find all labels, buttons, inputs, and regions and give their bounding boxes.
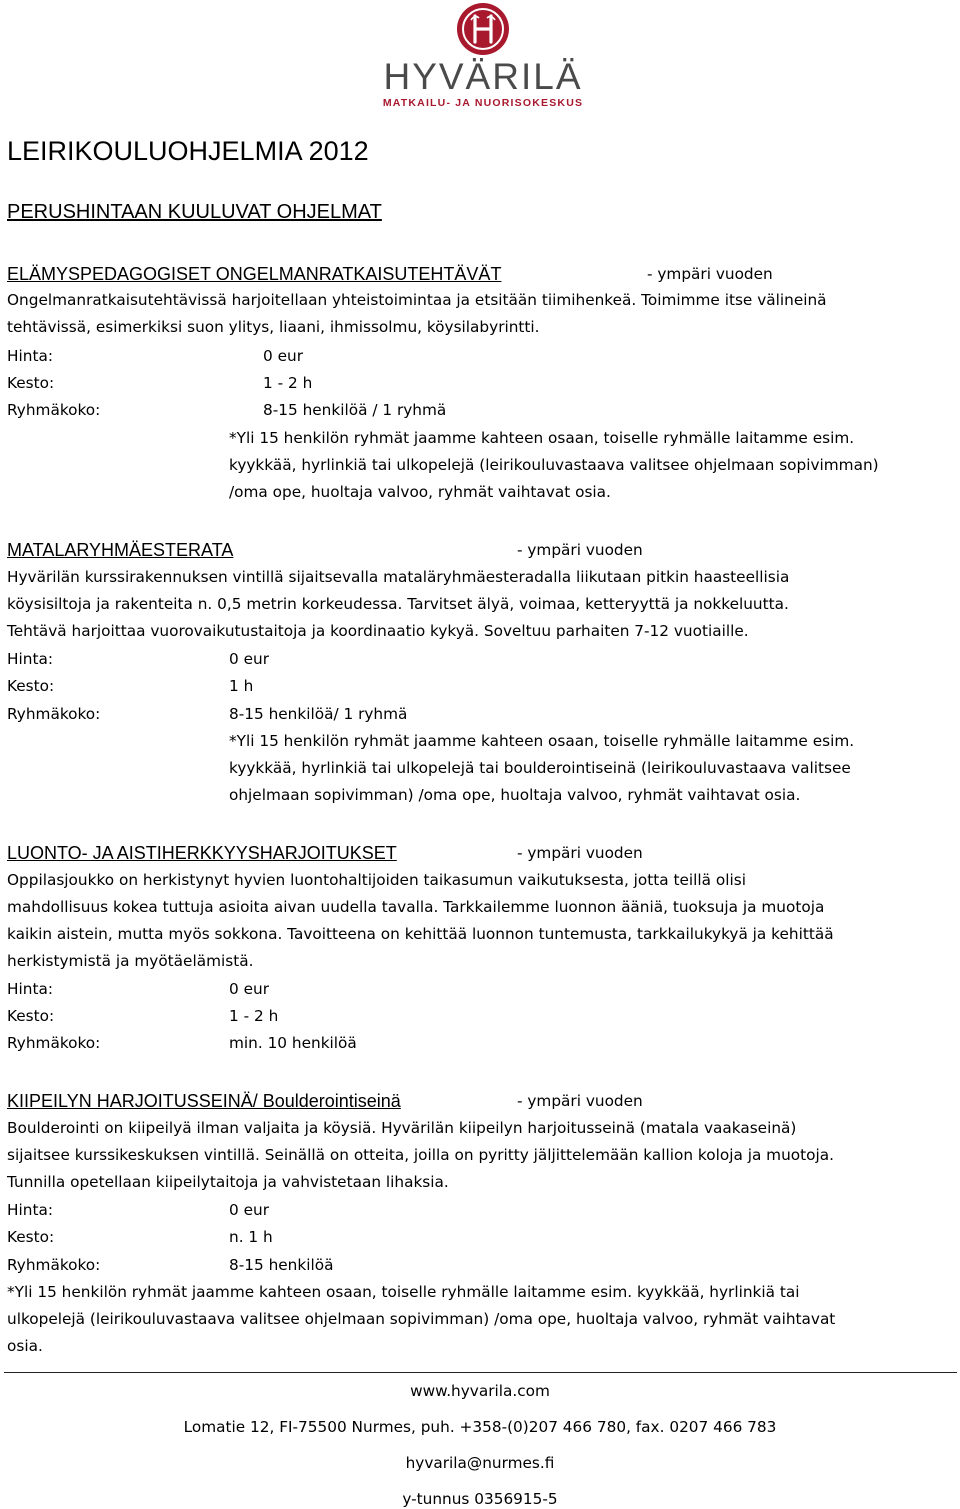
- price-value: 0 eur: [263, 347, 303, 365]
- price-label: Hinta:: [7, 650, 53, 668]
- group-size-label: Ryhmäkoko:: [7, 705, 101, 723]
- section-text-line: mahdollisuus kokea tuttuja asioita aivan uudella tavalla. Tarkkailemme luonnon ääniä, tuoksuja ja muotoja: [7, 898, 825, 916]
- duration-label: Kesto:: [7, 1228, 55, 1246]
- section-season: - ympäri vuoden: [647, 265, 773, 283]
- note-line: kyykkää, hyrlinkiä tai ulkopelejä tai boulderointiseinä (leirikouluvastaava valitsee: [229, 759, 851, 777]
- price-label: Hinta:: [7, 980, 53, 998]
- group-size-value: 8-15 henkilöä/ 1 ryhmä: [229, 705, 408, 723]
- section-text-line: Tunnilla opetellaan kiipeilytaitoja ja vahvistetaan lihaksia.: [7, 1173, 449, 1191]
- group-size-label: Ryhmäkoko:: [7, 1034, 101, 1052]
- section-text-line: Oppilasjoukko on herkistynyt hyvien luontohaltijoiden taikasumun vaikutuksesta, jotta teillä olisi: [7, 871, 747, 889]
- section-text-line: Tehtävä harjoittaa vuorovaikutustaitoja ja koordinaatio kykyä. Soveltuu parhaiten 7-12 vuotiaille.: [7, 622, 749, 640]
- duration-label: Kesto:: [7, 1007, 55, 1025]
- duration-value: 1 - 2 h: [229, 1007, 279, 1025]
- section-text-line: Boulderointi on kiipeilyä ilman valjaita ja köysiä. Hyvärilän kiipeilyn harjoitusseinä (matala vaakaseinä): [7, 1119, 797, 1137]
- note-line: *Yli 15 henkilön ryhmät jaamme kahteen osaan, toiselle ryhmälle laitamme esim.: [229, 732, 855, 750]
- section-text-line: herkistymistä ja myötäelämistä.: [7, 952, 254, 970]
- footer-divider: [4, 1372, 957, 1373]
- section-text-line: Hyvärilän kurssirakennuksen vintillä sijaitsevalla mataläryhmäesteradalla liikutaan pitkin haasteellisia: [7, 568, 790, 586]
- group-size-value: min. 10 henkilöä: [229, 1034, 357, 1052]
- section-text-line: sijaitsee kurssikeskuksen vintillä. Seinällä on otteita, joilla on pyritty jäljittelemään kallion koloja ja muotoja.: [7, 1146, 834, 1164]
- logo-tagline: MATKAILU- JA NUORISOKESKUS: [382, 97, 584, 109]
- hyvarila-emblem-icon: [456, 2, 510, 56]
- duration-value: n. 1 h: [229, 1228, 273, 1246]
- group-size-label: Ryhmäkoko:: [7, 1256, 101, 1274]
- price-label: Hinta:: [7, 347, 53, 365]
- section-text-line: tehtävissä, esimerkiksi suon ylitys, liaani, ihmissolmu, köysilabyrintti.: [7, 318, 540, 336]
- section-title-kiipeily: KIIPEILYN HARJOITUSSEINÄ/ Boulderointiseinä: [7, 1091, 401, 1111]
- section-title-luonto: LUONTO- JA AISTIHERKKYYSHARJOITUKSET: [7, 843, 397, 863]
- group-size-label: Ryhmäkoko:: [7, 401, 101, 419]
- duration-label: Kesto:: [7, 374, 55, 392]
- note-line: osia.: [7, 1337, 43, 1355]
- note-line: ulkopelejä (leirikouluvastaava valitsee ohjelmaan sopivimman) /oma ope, huoltaja valvoo, ryhmät vaihtavat: [7, 1310, 836, 1328]
- price-value: 0 eur: [229, 1201, 269, 1219]
- section-text-line: kaikin aistein, mutta myös sokkona. Tavoitteena on kehittää luonnon tuntemusta, tarkkailukykyä ja kehittää: [7, 925, 834, 943]
- group-size-value: 8-15 henkilöä: [229, 1256, 334, 1274]
- note-line: ohjelmaan sopivimman) /oma ope, huoltaja valvoo, ryhmät vaihtavat osia.: [229, 786, 801, 804]
- price-label: Hinta:: [7, 1201, 53, 1219]
- note-line: *Yli 15 henkilön ryhmät jaamme kahteen osaan, toiselle ryhmälle laitamme esim. kyykkää, hyrlinkiä tai: [7, 1283, 800, 1301]
- duration-value: 1 - 2 h: [263, 374, 313, 392]
- section-season: - ympäri vuoden: [517, 1092, 643, 1110]
- price-value: 0 eur: [229, 650, 269, 668]
- section-text-line: Ongelmanratkaisutehtävissä harjoitellaan yhteistoimintaa ja etsitään tiimihenkeä. Toimimme itse välineinä: [7, 291, 827, 309]
- note-line: *Yli 15 henkilön ryhmät jaamme kahteen osaan, toiselle ryhmälle laitamme esim.: [229, 429, 855, 447]
- duration-value: 1 h: [229, 677, 254, 695]
- footer-business-id: y-tunnus 0356915-5: [402, 1490, 558, 1508]
- duration-label: Kesto:: [7, 677, 55, 695]
- section-season: - ympäri vuoden: [517, 541, 643, 559]
- section-title-elamyspedagogiset: ELÄMYSPEDAGOGISET ONGELMANRATKAISUTEHTÄVÄT: [7, 264, 502, 284]
- page-subtitle: PERUSHINTAAN KUULUVAT OHJELMAT: [7, 201, 382, 223]
- group-size-value: 8-15 henkilöä / 1 ryhmä: [263, 401, 447, 419]
- section-season: - ympäri vuoden: [517, 844, 643, 862]
- price-value: 0 eur: [229, 980, 269, 998]
- page-title: LEIRIKOULUOHJELMIA 2012: [7, 136, 369, 166]
- section-text-line: köysisiltoja ja rakenteita n. 0,5 metrin korkeudessa. Tarvitset älyä, voimaa, ketteryyttä ja nokkeluutta.: [7, 595, 789, 613]
- note-line: /oma ope, huoltaja valvoo, ryhmät vaihtavat osia.: [229, 483, 611, 501]
- footer-email-link[interactable]: hyvarila@nurmes.fi: [405, 1454, 555, 1472]
- section-title-matalaryhmaesterata: MATALARYHMÄESTERATA: [7, 540, 234, 560]
- hyvarila-logo: [381, 2, 585, 114]
- footer-website-link[interactable]: www.hyvarila.com: [410, 1382, 550, 1400]
- note-line: kyykkää, hyrlinkiä tai ulkopelejä (leirikouluvastaava valitsee ohjelmaan sopivimman): [229, 456, 879, 474]
- logo-wordmark: HYVÄRILÄ: [383, 56, 583, 97]
- footer-address: Lomatie 12, FI-75500 Nurmes, puh. +358-(0)207 466 780, fax. 0207 466 783: [183, 1418, 777, 1436]
